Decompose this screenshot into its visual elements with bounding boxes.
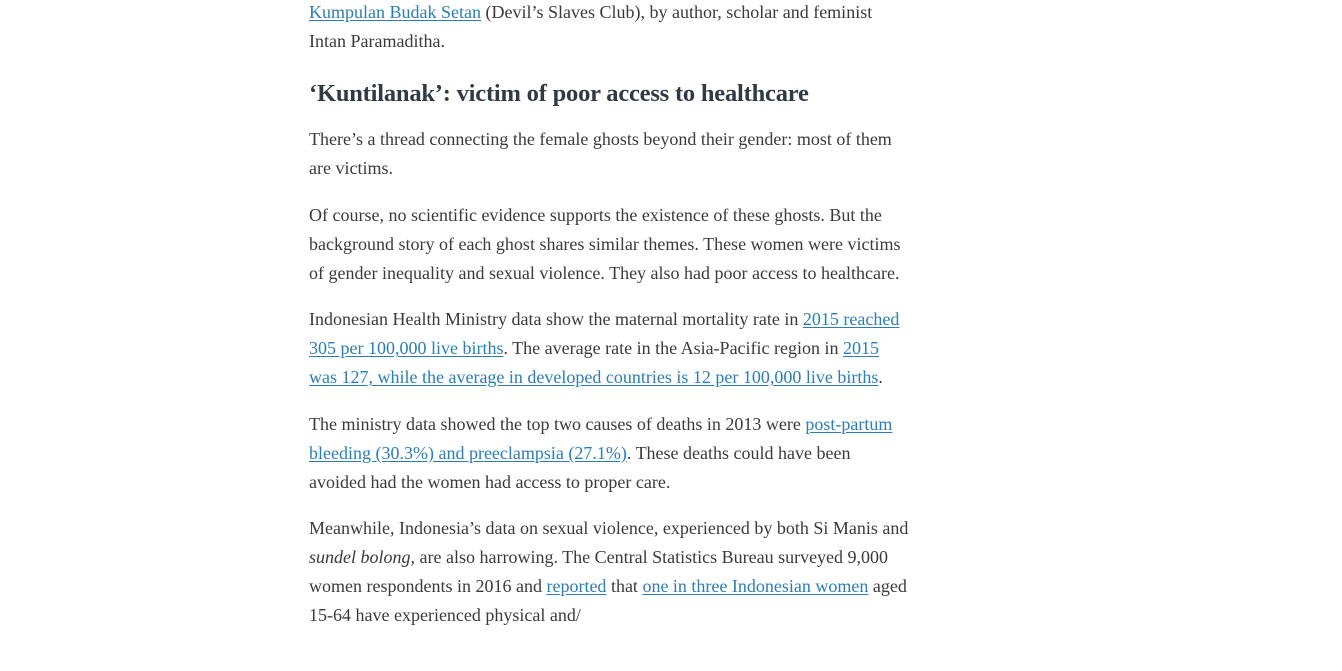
body-text: Meanwhile, Indonesia’s data on sexual violence, experienced by both Si Manis and [309,518,909,538]
link-one-in-three[interactable]: one in three Indonesian women [642,576,869,596]
article-paragraph [309,125,909,183]
body-text: . [878,367,883,387]
article-paragraph [309,201,909,288]
body-text: (Devil’s Slaves Club), by author, scholar and feminist Intan Paramaditha. [309,2,873,51]
body-text: , are also harrowing. The Central Statistics Bureau surveyed 9,000 women respondents in 2016 and [309,547,889,596]
body-text: There’s a thread connecting the female ghosts beyond their gender: most of them are victims. [309,129,892,178]
body-text: The ministry data showed the top two causes of deaths in 2013 were [309,413,806,434]
link-asia-pacific-average[interactable]: 2015 was 127, while the average in developed countries is 12 per 100,000 live births [309,338,880,387]
link-maternal-mortality-2015[interactable]: 2015 reached 305 per 100,000 live births [309,309,900,358]
article-paragraph [309,0,909,56]
link-kumpulan-budak-setan[interactable]: Kumpulan Budak Setan [309,2,481,22]
article-paragraph [309,305,909,392]
italic-text: sundel bolong [309,547,411,567]
body-text: Of course, no scientific evidence supports the existence of these ghosts. But the background story of each ghost shares similar themes. These women were victims of gender inequality and sexual violence. They also had poor access to healthcare. [309,204,901,283]
article-paragraph [309,514,909,630]
article-paragraph [309,410,909,497]
body-text: . The average rate in the Asia-Pacific region in [503,338,844,358]
body-text: Indonesian Health Ministry data show the maternal mortality rate in [309,309,803,329]
body-text: . These deaths could have been avoided had the women had access to proper care. [309,442,851,492]
article-heading: ‘Kuntilanak’: victim of poor access to healthcare [309,80,809,107]
article-body [309,0,909,648]
link-reported[interactable]: reported [546,576,607,596]
link-causes-of-death[interactable]: post-partum bleeding (30.3%) and preeclampsia (27.1%) [309,413,893,463]
body-text: aged 15-64 have experienced physical and/ [309,576,907,625]
body-text: that [606,576,643,596]
